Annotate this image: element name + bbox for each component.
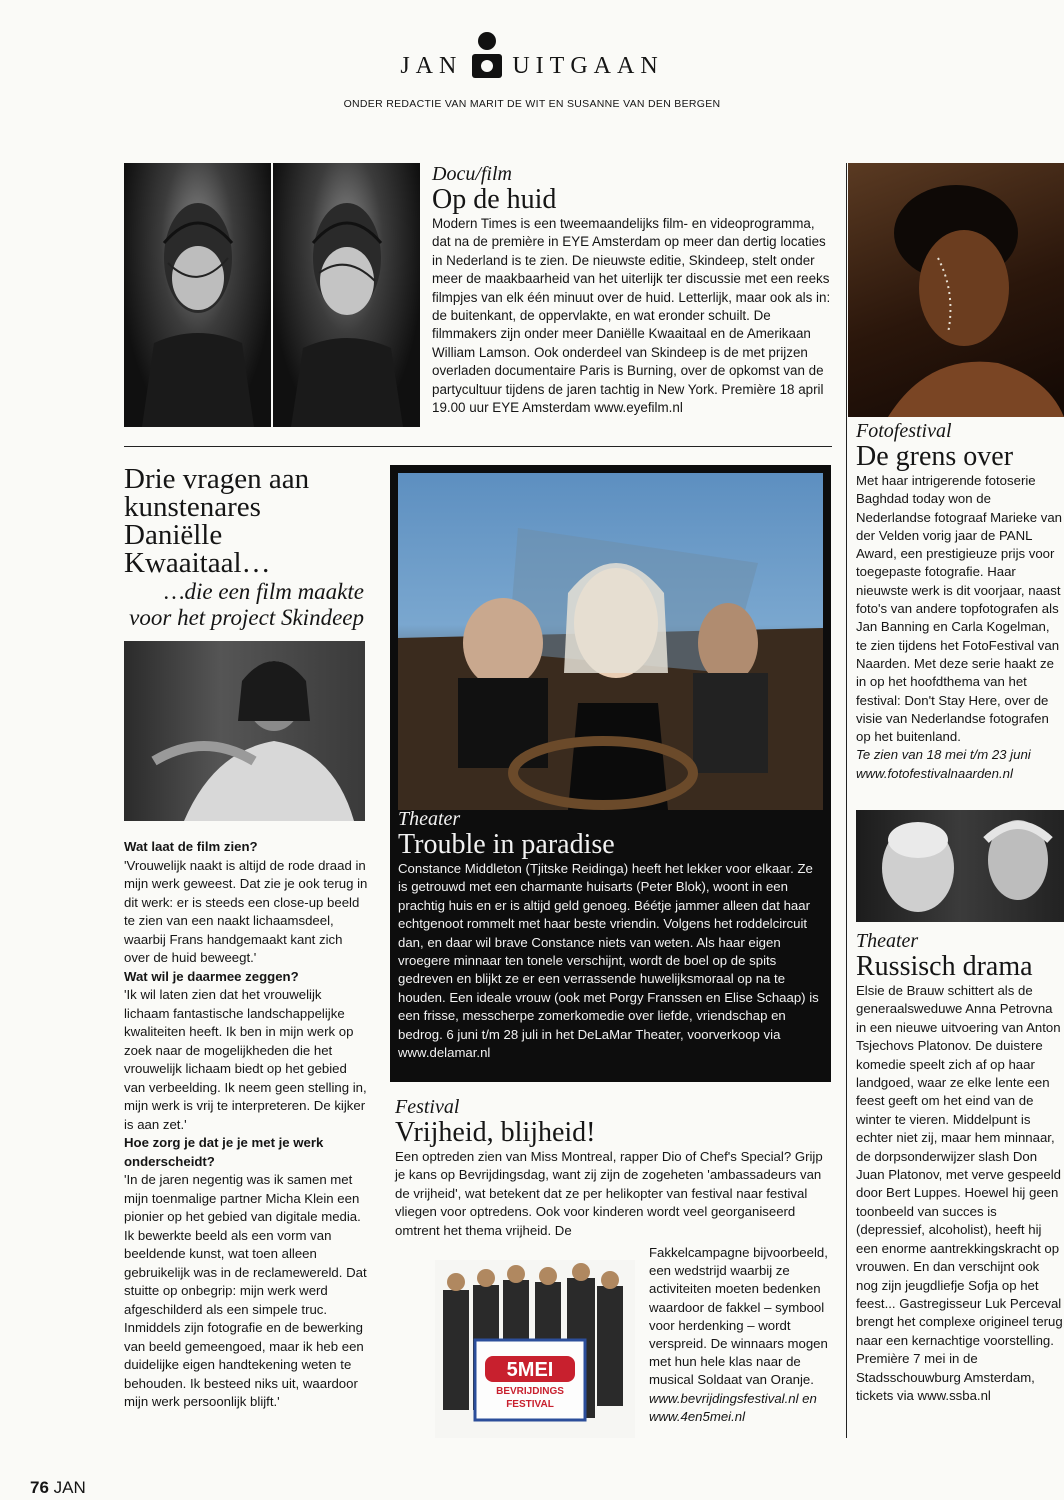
portrait-illustration xyxy=(848,163,1064,417)
page-footer xyxy=(30,1478,86,1498)
divider-vertical xyxy=(846,163,847,1438)
docufilm-title: Op de huid xyxy=(432,184,557,215)
russisch-drama-title: Russisch drama xyxy=(856,951,1033,982)
interview-answer-1: 'Vrouwelijk naakt is altijd de rode draad in mijn werk geweest. Dat zie je ook terug in dit werk: er is steeds een close-up beeld te zien van een naakt lichaamsdeel, waarbij Frans handgemaakt kant zich over de huid beweegt.' xyxy=(124,857,368,965)
interview-subtitle: …die een film maakte voor het project Skindeep xyxy=(129,579,364,630)
interview-article xyxy=(124,465,364,631)
docufilm-kicker: Docu/film xyxy=(432,163,512,185)
veiled-face-illustration xyxy=(273,163,420,427)
interview-answer-2: 'Ik wil laten zien dat het vrouwelijk lichaam fantastische landschappelijke kwaliteiten heeft. Ik ben in mijn werk op zoek naar de mogelijkheden die het vrouwelijk lichaam biedt op het gebied van verbeelding. Ik neem geen stelling in, mijn werk is vrij te interpreteren. De kijker is aan zet.' xyxy=(124,987,367,1132)
camera-icon xyxy=(472,54,502,78)
footer-magazine: JAN xyxy=(53,1478,86,1497)
festival-body-top: Een optreden zien van Miss Montreal, rapper Dio of Chef's Special? Grijp je kans op Bevrijdingsdag, want zij zijn de zogeheten 'ambassadeurs van de vrijheid', wat betekent dat ze per helikopter van festival naar festival vliegen voor optredens. Ook voor kinderen wordt veel georganiseerd omtrent het thema vrijheid. De xyxy=(395,1149,823,1238)
interview-qa xyxy=(124,838,370,1412)
theater-photo xyxy=(398,473,823,810)
theater-text xyxy=(398,808,826,1062)
docufilm-photo-1 xyxy=(124,163,271,427)
russisch-drama-article xyxy=(856,930,1064,1405)
docufilm-body: Modern Times is een tweemaandelijks film- en videoprogramma, dat na de première in EYE Amsterdam op meer dan dertig locaties in Nederland is te zien. De nieuwste editie, Skindeep, stelt onder meer de maakbaarheid van het uiterlijk ter discussie met een reeks filmpjes van elk één minuut over de huid. Letterlijk, maar ook als in: de buitenkant, de oppervlakte, en wat eronder schuilt. De filmmakers zijn onder meer Daniëlle Kwaaitaal en de Amerikaan William Lamson. Ook onderdeel van Skindeep is de met prijzen overladen documentaire Paris is Burning, over de opkomst van de partycultuur tijdens de jaren tachtig in New York. Première 18 april 19.00 uur EYE Amsterdam www.eyefilm.nl xyxy=(432,216,831,416)
brand-right: UITGAAN xyxy=(512,52,664,79)
divider-horizontal xyxy=(124,446,832,447)
fotofestival-article xyxy=(856,420,1062,783)
festival-title: Vrijheid, blijheid! xyxy=(395,1117,596,1148)
car-scene-illustration xyxy=(398,473,823,810)
page-number: 76 xyxy=(30,1478,49,1497)
festival-links: www.bevrijdingsfestival.nl en www.4en5mei.nl xyxy=(649,1390,817,1424)
interview-photo xyxy=(124,641,365,821)
russisch-drama-kicker: Theater xyxy=(856,930,919,952)
festival-sign-line3: FESTIVAL xyxy=(506,1399,554,1410)
actors-illustration xyxy=(856,810,1064,922)
fotofestival-body: Met haar intrigerende fotoserie Baghdad today won de Nederlandse fotograaf Marieke van der Velden vorig jaar de PANL Award, een prestigieuze prijs voor toegepaste fotografie. Haar nieuwste werk is dit voorjaar, naast foto's van andere topfotografen als Jan Banning en Carla Kogelman, te zien tijdens het FotoFestival van Naarden. Met deze serie haakt ze in op het hoofdthema van het festival: Don't Stay Here, over de visie van Nederlandse fotografen op het buitenland. xyxy=(856,473,1062,745)
portrait-illustration xyxy=(124,641,365,821)
theater-box xyxy=(390,465,831,1082)
fotofestival-tail: Te zien van 18 mei t/m 23 juni www.fotofestivalnaarden.nl xyxy=(856,747,1031,781)
festival-side-text xyxy=(649,1244,833,1426)
russisch-drama-photo xyxy=(856,810,1064,922)
fotofestival-title: De grens over xyxy=(856,441,1014,472)
docufilm-photo-2 xyxy=(273,163,420,427)
interview-question-1: Wat laat de film zien? xyxy=(124,839,258,854)
festival-body-side: Fakkelcampagne bijvoorbeeld, een wedstrijd waarbij ze activiteiten moeten bedenken waardoor de fakkel – symbool voor herdenking – wordt verspreid. De winnaars mogen met hun hele klas naar de musical Soldaat van Oranje. xyxy=(649,1245,828,1388)
festival-photo xyxy=(435,1260,635,1438)
festival-article xyxy=(395,1096,833,1240)
brand-left: JAN xyxy=(400,52,463,79)
fotofestival-photo xyxy=(848,163,1064,417)
interview-question-2: Wat wil je daarmee zeggen? xyxy=(124,968,299,984)
festival-kicker: Festival xyxy=(395,1096,460,1118)
masthead xyxy=(0,52,1064,80)
theater-kicker: Theater xyxy=(398,808,461,830)
veiled-face-illustration xyxy=(124,163,271,427)
festival-sign-line2: BEVRIJDINGS xyxy=(496,1386,564,1397)
interview-question-3: Hoe zorg je dat je je met je werk onderscheidt? xyxy=(124,1135,324,1169)
fotofestival-kicker: Fotofestival xyxy=(856,420,952,442)
docufilm-article xyxy=(432,163,832,417)
russisch-drama-body: Elsie de Brauw schittert als de generaalsweduwe Anna Petrovna in een nieuwe uitvoering van Anton Tsjechovs Platonov. De duistere komedie speelt zich af op haar landgoed, waar ze elke lente een feest geeft om het eind van de winter te vieren. Middelpunt is echter niet zij, maar hem minnaar, de dorpsonderwijzer slash Don Juan Platonov, met verve gespeeld door Bert Luppes. Hoewel hij geen toonbeeld van succes is (depressief, alcoholist), heeft hij een enorme aantrekkingskracht op vrouwen. En dan verschijnt ook nog zijn jeugdliefje Sofja op het feest... Gastregisseur Luk Perceval brengt het complexe origineel terug naar een kernachtige voorstelling. Première 7 mei in de Stadsschouwburg Amsterdam, tickets via www.ssba.nl xyxy=(856,983,1063,1403)
group-photo-illustration xyxy=(435,1260,635,1438)
byline: ONDER REDACTIE VAN MARIT DE WIT EN SUSANNE VAN DEN BERGEN xyxy=(343,98,721,110)
theater-body: Constance Middleton (Tjitske Reidinga) heeft het lekker voor elkaar. Ze is getrouwd met een charmante huisarts (Peter Blok), woont in een prachtig huis en er is altijd geld genoeg. Béétje jammer alleen dat haar echtgenoot rommelt met haar beste vriendin. Volgens het roddelcircuit dan, en daar wil brave Constance niets van weten. Als haar eigen vroegere minnaar ten tonele verschijnt, wordt de boel op de spits gedreven en blijkt ze er een verrassende huwelijksmoraal op na te houden. Een ideale vrouw (ook met Porgy Franssen en Elise Schaap) is een frisse, messcherpe zomerkomedie over liefde, vriendschap en bedrog. 6 juni t/m 28 juli in het DeLaMar Theater, voorverkoop via www.delamar.nl xyxy=(398,861,819,1061)
festival-sign-line1: 5MEI xyxy=(506,1359,554,1381)
interview-title: Drie vragen aan kunstenares Daniëlle Kwaaitaal… xyxy=(124,463,310,579)
theater-title: Trouble in paradise xyxy=(398,829,615,860)
interview-answer-3: 'In de jaren negentig was ik samen met mijn toenmalige partner Micha Klein een pionier op het gebied van digitale media. Ik bewerkte beeld als een vorm van beeldende kunst, wat toen alleen gebruikelijk was in de reclamewereld. Dat stuitte op onbegrip: mijn werk werd afgeschilderd als een simpele truc. Inmiddels zijn fotografie en de bewerking van beeld gemeengoed, maar ik heb een duidelijke eigen handtekening weten te behouden. Ik besteed niks uit, waardoor mijn werk persoonlijk blijft.' xyxy=(124,1172,367,1409)
